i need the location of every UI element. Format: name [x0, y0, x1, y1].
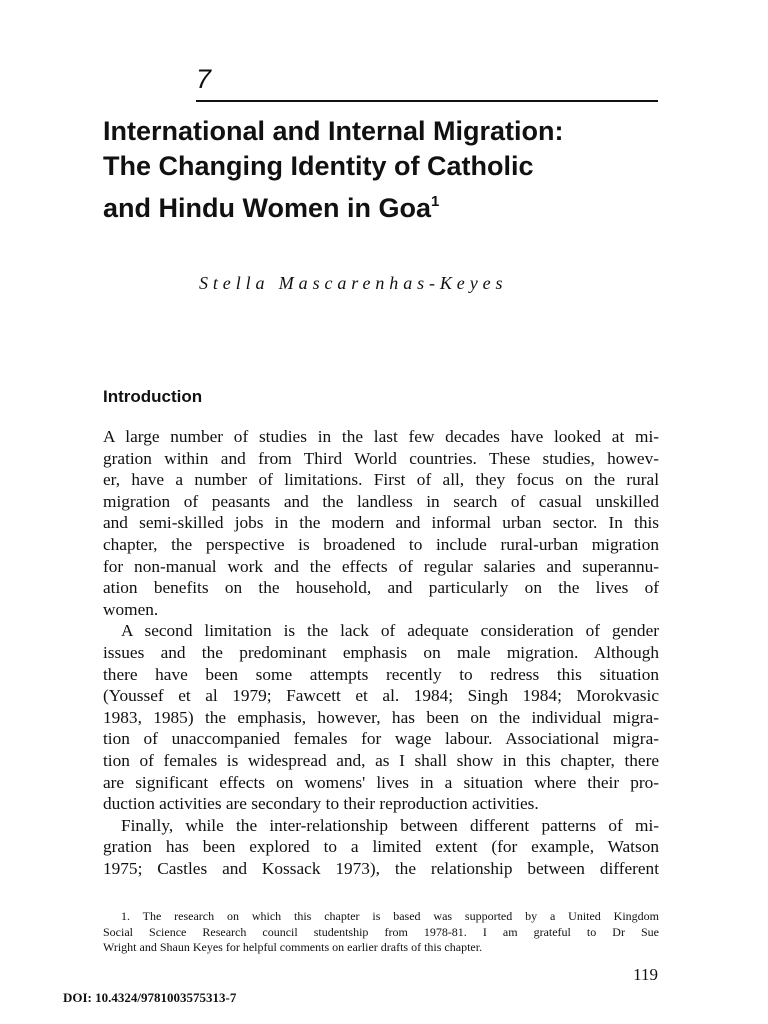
- body-line: issues and the predominant emphasis on male migration. Although: [103, 642, 659, 662]
- footnote: [103, 909, 659, 956]
- body-line: gration has been explored to a limited extent (for example, Watson: [103, 837, 659, 857]
- chapter-title-text: and Hindu Women in Goa: [103, 193, 431, 223]
- chapter-title-line: The Changing Identity of Catholic: [103, 151, 534, 181]
- body-line: tion of females is widespread and, as I shall show in this chapter, there: [103, 750, 659, 770]
- body-line: er, have a number of limitations. First of all, they focus on the rural: [103, 470, 659, 490]
- body-line: for non-manual work and the effects of regular salaries and superannu-: [103, 556, 659, 576]
- body-line: gration within and from Third World countries. These studies, howev-: [103, 448, 659, 468]
- body-line: are significant effects on womens' lives in a situation where their pro-: [103, 772, 659, 792]
- chapter-number: 7: [196, 64, 212, 94]
- doi-link[interactable]: DOI: 10.4324/9781003575313-7: [63, 990, 237, 1005]
- body-line: 1975; Castles and Kossack 1973), the relationship between different: [103, 858, 659, 878]
- body-line: there have been some attempts recently to redress this situation: [103, 664, 659, 684]
- body-line: A large number of studies in the last few decades have looked at mi-: [103, 427, 659, 446]
- body-line: ation benefits on the household, and particularly on the lives of: [103, 578, 659, 598]
- footnote-line: Wright and Shaun Keyes for helpful comments on earlier drafts of this chapter.: [103, 940, 483, 954]
- footnote-line: Social Science Research council studentship from 1978-81. I am grateful to Dr Sue: [103, 924, 659, 939]
- chapter-title-line: International and Internal Migration:: [103, 116, 564, 146]
- footnote-line: 1. The research on which this chapter is based was supported by a United Kingdom: [121, 909, 659, 923]
- body-text: [103, 426, 659, 879]
- chapter-title-line: [103, 184, 683, 226]
- body-line: and semi-skilled jobs in the modern and informal urban sector. In this: [103, 513, 659, 533]
- body-line: migration of peasants and the landless in search of casual unskilled: [103, 491, 659, 511]
- body-line: (Youssef et al 1979; Fawcett et al. 1984; Singh 1984; Morokvasic: [103, 686, 659, 706]
- body-line: Finally, while the inter-relationship between different patterns of mi-: [121, 815, 659, 835]
- body-line: tion of unaccompanied females for wage labour. Associational migra-: [103, 729, 659, 749]
- chapter-title: [103, 114, 683, 226]
- author-name: Stella Mascarenhas-Keyes: [199, 273, 508, 293]
- body-line: duction activities are secondary to their reproduction activities.: [103, 794, 539, 814]
- body-line: chapter, the perspective is broadened to include rural-urban migration: [103, 534, 659, 554]
- chapter-rule: [196, 100, 658, 102]
- body-line: 1983, 1985) the emphasis, however, has been on the individual migra-: [103, 707, 659, 727]
- body-line: women.: [103, 599, 159, 619]
- page-number: 119: [633, 965, 658, 984]
- section-heading: Introduction: [103, 387, 203, 406]
- footnote-marker: 1: [431, 193, 440, 210]
- body-line: A second limitation is the lack of adequate consideration of gender: [121, 621, 659, 641]
